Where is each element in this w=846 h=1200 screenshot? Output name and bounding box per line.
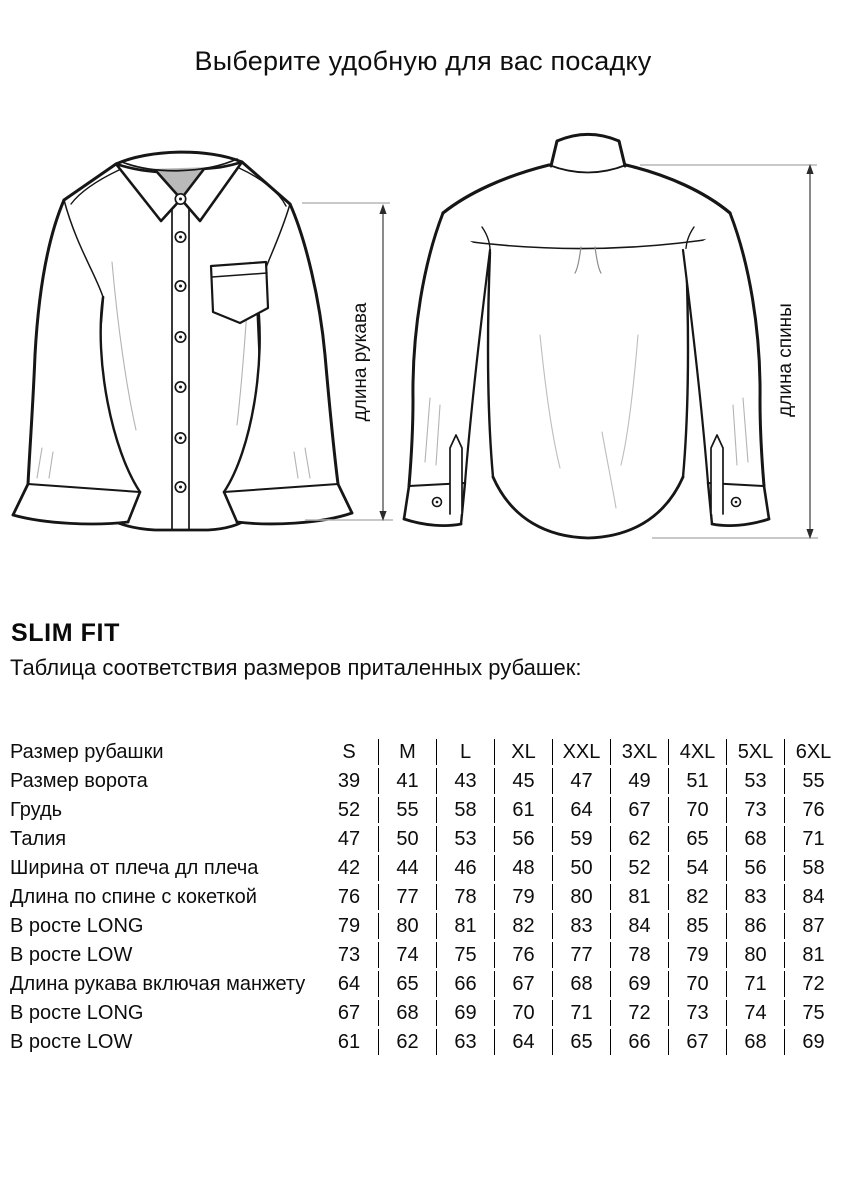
- size-value: 58: [784, 855, 842, 881]
- size-value: 68: [552, 971, 610, 997]
- size-value: 55: [784, 768, 842, 794]
- size-value: 50: [552, 855, 610, 881]
- size-value: 78: [610, 942, 668, 968]
- row-label: Длина рукава включая манжету: [10, 973, 306, 995]
- table-row: [10, 1000, 842, 1026]
- size-value: 67: [337, 1002, 361, 1024]
- fit-heading: SLIM FIT: [11, 619, 120, 647]
- size-value: 59: [552, 826, 610, 852]
- size-value: 64: [337, 973, 361, 995]
- table-row: [10, 971, 842, 997]
- size-value: 68: [726, 1029, 784, 1055]
- size-value: 77: [378, 884, 436, 910]
- size-value: L: [436, 739, 494, 765]
- size-value: 53: [726, 768, 784, 794]
- size-value: 79: [668, 942, 726, 968]
- size-value: 51: [668, 768, 726, 794]
- size-value: 54: [668, 855, 726, 881]
- size-value: 65: [668, 826, 726, 852]
- size-value: 78: [436, 884, 494, 910]
- table-row: [10, 913, 842, 939]
- size-value: 67: [668, 1029, 726, 1055]
- size-value: 46: [436, 855, 494, 881]
- table-row: [10, 768, 842, 794]
- size-table: [10, 736, 842, 1058]
- size-value: 80: [552, 884, 610, 910]
- size-value: M: [378, 739, 436, 765]
- size-value: 62: [610, 826, 668, 852]
- size-value: 3XL: [610, 739, 668, 765]
- size-value: 69: [610, 971, 668, 997]
- row-label: В росте LOW: [10, 1031, 133, 1053]
- size-value: 77: [552, 942, 610, 968]
- size-value: 73: [337, 944, 361, 966]
- page-title: Выберите удобную для вас посадку: [194, 46, 652, 76]
- size-value: 48: [494, 855, 552, 881]
- size-value: 80: [726, 942, 784, 968]
- size-value: 42: [337, 857, 361, 879]
- size-value: 6XL: [784, 739, 842, 765]
- size-value: 84: [784, 884, 842, 910]
- row-label: В росте LONG: [10, 915, 144, 937]
- size-value: 53: [436, 826, 494, 852]
- size-value: 80: [378, 913, 436, 939]
- size-value: 76: [494, 942, 552, 968]
- table-row: [10, 797, 842, 823]
- size-value: 84: [610, 913, 668, 939]
- size-value: 50: [378, 826, 436, 852]
- size-value: 72: [610, 1000, 668, 1026]
- size-value: 4XL: [668, 739, 726, 765]
- size-value: XXL: [552, 739, 610, 765]
- size-value: 73: [726, 797, 784, 823]
- size-value: 39: [337, 770, 361, 792]
- row-label: В росте LONG: [10, 1002, 144, 1024]
- size-value: 63: [436, 1029, 494, 1055]
- size-value: 82: [668, 884, 726, 910]
- size-value: 65: [378, 971, 436, 997]
- row-label: В росте LOW: [10, 944, 133, 966]
- size-value: 52: [337, 799, 361, 821]
- size-value: 70: [668, 797, 726, 823]
- row-label: Размер рубашки: [10, 741, 164, 763]
- size-value: 67: [610, 797, 668, 823]
- size-value: 70: [494, 1000, 552, 1026]
- size-value: 81: [436, 913, 494, 939]
- row-label: Длина по спине с кокеткой: [10, 886, 257, 908]
- size-value: 75: [436, 942, 494, 968]
- size-value: 43: [436, 768, 494, 794]
- size-value: 61: [337, 1031, 361, 1053]
- size-value: 47: [337, 828, 361, 850]
- shirt-measurement-diagram: [0, 125, 846, 570]
- size-value: 74: [378, 942, 436, 968]
- size-value: 81: [784, 942, 842, 968]
- size-value: 69: [436, 1000, 494, 1026]
- size-value: 76: [784, 797, 842, 823]
- size-value: 61: [494, 797, 552, 823]
- size-value: 66: [610, 1029, 668, 1055]
- size-value: XL: [494, 739, 552, 765]
- size-value: 56: [726, 855, 784, 881]
- size-value: 64: [552, 797, 610, 823]
- size-value: 83: [726, 884, 784, 910]
- size-value: 45: [494, 768, 552, 794]
- row-label: Ширина от плеча дл плеча: [10, 857, 259, 879]
- table-row: [10, 826, 842, 852]
- size-value: 65: [552, 1029, 610, 1055]
- size-value: 79: [337, 915, 361, 937]
- back-length-label: длина спины: [775, 303, 796, 417]
- size-value: 41: [378, 768, 436, 794]
- size-value: 64: [494, 1029, 552, 1055]
- table-row: [10, 884, 842, 910]
- size-value: 62: [378, 1029, 436, 1055]
- size-value: 47: [552, 768, 610, 794]
- back-shirt-drawing: [404, 134, 769, 538]
- size-value: 87: [784, 913, 842, 939]
- table-row: [10, 739, 842, 765]
- table-row: [10, 855, 842, 881]
- size-value: 68: [726, 826, 784, 852]
- size-value: 70: [668, 971, 726, 997]
- size-value: 71: [552, 1000, 610, 1026]
- size-value: 76: [337, 886, 361, 908]
- table-row: [10, 1029, 842, 1055]
- size-value: 75: [784, 1000, 842, 1026]
- size-value: 82: [494, 913, 552, 939]
- row-label: Талия: [10, 828, 67, 850]
- table-caption: Таблица соответствия размеров приталенных рубашек:: [10, 655, 582, 680]
- size-value: 67: [494, 971, 552, 997]
- size-value: 55: [378, 797, 436, 823]
- sleeve-length-label: длина рукава: [350, 302, 371, 422]
- table-row: [10, 942, 842, 968]
- size-value: 66: [436, 971, 494, 997]
- size-value: 49: [610, 768, 668, 794]
- size-value: 74: [726, 1000, 784, 1026]
- size-value: 73: [668, 1000, 726, 1026]
- size-value: 58: [436, 797, 494, 823]
- row-label: Грудь: [10, 799, 63, 821]
- size-value: 71: [784, 826, 842, 852]
- size-value: 86: [726, 913, 784, 939]
- size-value: 5XL: [726, 739, 784, 765]
- size-value: 81: [610, 884, 668, 910]
- size-value: 69: [784, 1029, 842, 1055]
- size-value: S: [342, 741, 356, 763]
- row-label: Размер ворота: [10, 770, 148, 792]
- size-value: 68: [378, 1000, 436, 1026]
- size-value: 44: [378, 855, 436, 881]
- size-value: 71: [726, 971, 784, 997]
- size-value: 72: [784, 971, 842, 997]
- size-value: 85: [668, 913, 726, 939]
- size-value: 79: [494, 884, 552, 910]
- size-value: 52: [610, 855, 668, 881]
- front-shirt-drawing: [13, 152, 352, 530]
- size-value: 56: [494, 826, 552, 852]
- size-value: 83: [552, 913, 610, 939]
- size-table-body: [10, 739, 842, 1055]
